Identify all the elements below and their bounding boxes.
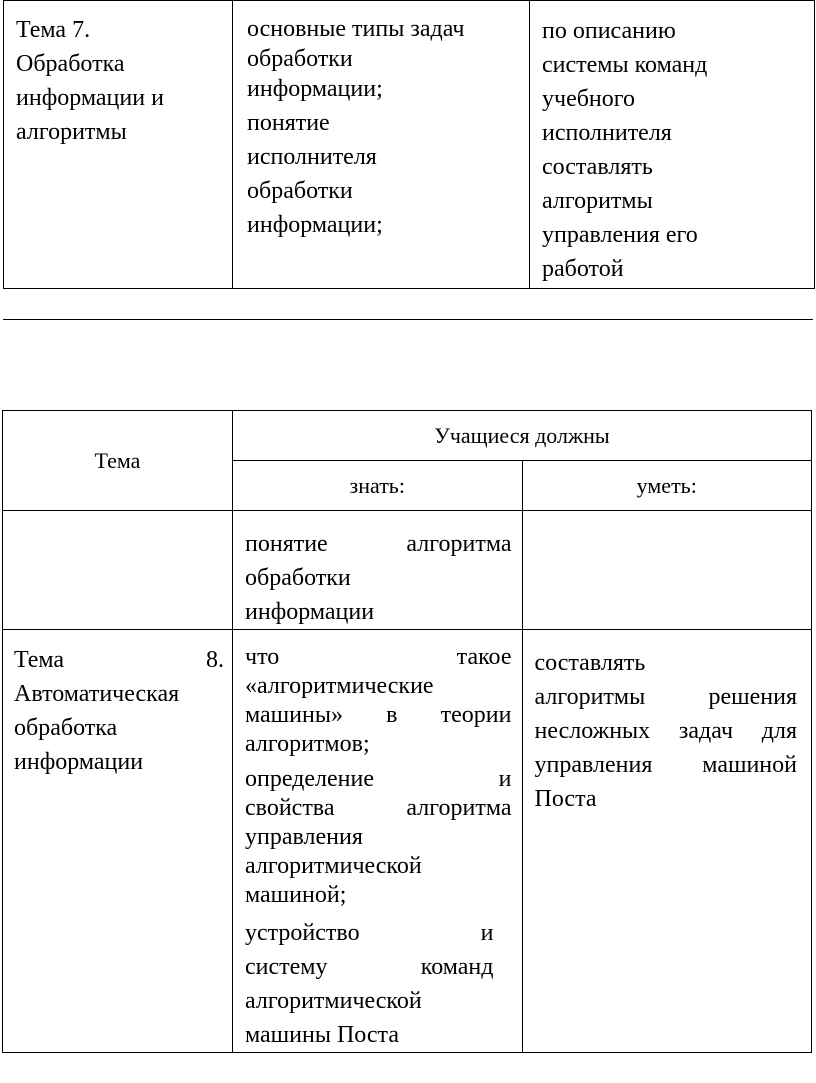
page-separator (3, 319, 813, 320)
topic-cell (3, 511, 233, 630)
topic-line: алгоритмы (16, 119, 127, 145)
know-line: устройство и (245, 920, 494, 946)
know-line: свойства алгоритма (245, 795, 512, 821)
can-cell (522, 511, 812, 630)
know-line: информации; (247, 76, 383, 102)
header-know: знать: (233, 461, 523, 511)
can-line: исполнителя (542, 120, 672, 146)
know-line: понятие (247, 110, 330, 136)
know-line: «алгоритмические (245, 673, 434, 699)
know-line: информации (245, 599, 375, 625)
topic-line: Автоматическая (14, 681, 180, 707)
can-line: работой (542, 256, 624, 282)
topic-cell (4, 1, 233, 289)
topic-8-table (2, 410, 812, 1053)
topic-line: Тема 7. (16, 17, 91, 43)
know-line: обработки (247, 178, 353, 204)
topic-cell (3, 630, 233, 1053)
know-line: алгоритмической (245, 853, 422, 879)
know-line: что такое (245, 644, 512, 670)
know-line: понятие алгоритма (245, 531, 512, 557)
can-line: Поста (534, 786, 597, 812)
can-line: несложных задач для (534, 718, 797, 744)
can-cell (530, 1, 815, 289)
can-line: системы команд (542, 52, 708, 78)
know-line: алгоритмической (245, 988, 422, 1014)
know-cell (233, 630, 523, 1053)
know-line: машиной; (245, 882, 347, 908)
can-line: алгоритмы (542, 188, 653, 214)
topic-line: Обработка (16, 51, 125, 77)
can-line: составлять (542, 154, 653, 180)
can-line: составлять (534, 650, 646, 676)
table-row (4, 1, 815, 289)
know-line: машины» в теории (245, 702, 512, 728)
topic-line: Тема 8. (14, 647, 224, 673)
topic-line: информации и (16, 85, 164, 111)
can-line: по описанию (542, 18, 676, 44)
can-line: учебного (542, 86, 636, 112)
can-cell (522, 630, 812, 1053)
know-cell (233, 511, 523, 630)
table-row (3, 630, 812, 1053)
can-line: управления его (542, 222, 698, 248)
know-line: основные типы задач (247, 16, 465, 42)
can-line: алгоритмы решения (534, 684, 797, 710)
know-line: алгоритмов; (245, 731, 370, 757)
know-cell (233, 1, 530, 289)
know-line: управления (245, 824, 363, 850)
topic-line: информации (14, 749, 144, 775)
header-can: уметь: (522, 461, 812, 511)
header-row (3, 411, 812, 461)
can-line: управления машиной (534, 752, 797, 778)
know-line: информации; (247, 212, 383, 238)
know-line: систему команд (245, 954, 494, 980)
topic-7-table (3, 0, 815, 289)
know-line: машины Поста (245, 1022, 399, 1048)
know-line: исполнителя (247, 144, 377, 170)
know-line: обработки (247, 46, 353, 72)
header-topic: Тема (3, 411, 233, 511)
know-line: обработки (245, 565, 351, 591)
topic-line: обработка (14, 715, 118, 741)
know-line: определение и (245, 766, 512, 792)
header-students-must: Учащиеся должны (233, 411, 812, 461)
table-row (3, 511, 812, 630)
